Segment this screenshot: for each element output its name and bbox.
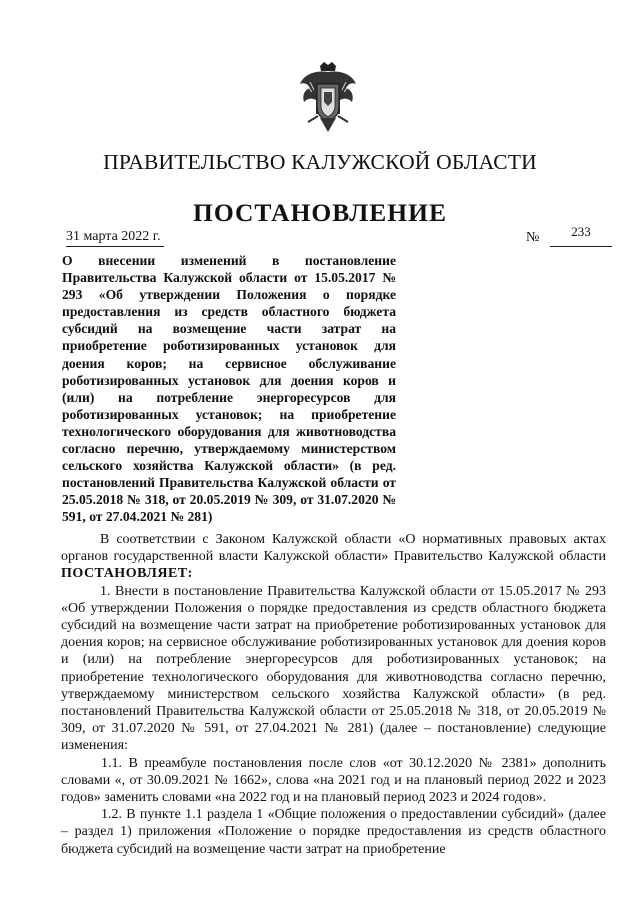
document-type-title: ПОСТАНОВЛЕНИЕ [193,198,447,227]
preamble-text: В соответствии с Законом Калужской области «О нормативных правовых актах органов государственной власти Калужской области» Правительство Калужской области [61,532,606,565]
number-sign: № [526,230,540,245]
document-date: 31 марта 2022 г. [66,229,164,247]
coat-of-arms-icon [298,62,358,134]
government-title: ПРАВИТЕЛЬСТВО КАЛУЖСКОЙ ОБЛАСТИ [103,150,537,174]
item-1-1-paragraph: 1.1. В преамбуле постановления после слов «от 30.12.2020 № 2381» дополнить словами «, от 30.09.2021 № 1662», слова «на 2021 год и на плановый период 2022 и 2023 годов» заменить словами «на 2022 год и на плановый период 2023 и 2024 годов». [61,755,606,806]
document-body [61,531,606,858]
document-subject: О внесении изменений в постановление Правительства Калужской области от 15.05.2017 № 293 «Об утверждении Положения о порядке предоставления из средств областного бюджета субсидий на возмещение части затрат на приобретение роботизированных установок для доения коров; на сервисное обслуживание роботизированных установок для доения коров и (или) на потребление энергоресурсов для роботизированных установок; на приобретение технологического оборудования для животноводства согласно перечню, утверждаемому министерством сельского хозяйства Калужской области» (в ред. постановлений Правительства Калужской области от 25.05.2018 № 318, от 20.05.2019 № 309, от 31.07.2020 № 591, от 27.04.2021 № 281) [62,253,396,525]
preamble-paragraph [61,531,606,583]
item-1-2-paragraph: 1.2. В пункте 1.1 раздела 1 «Общие положения о предоставлении субсидий» (далее – раздел 1) приложения «Положение о порядке предоставления из средств областного бюджета субсидий на возмещение части затрат на приобретение [61,807,606,857]
document-number: 233 [550,224,612,247]
decree-word: ПОСТАНОВЛЯЕТ: [61,566,193,582]
item-1-paragraph: 1. Внести в постановление Правительства Калужской области от 15.05.2017 № 293 «Об утверждении Положения о порядке предоставления из средств областного бюджета субсидий на возмещение части затрат на приобретение роботизированных установок для доения коров; на сервисное обслуживание роботизированных установок для доения коров и (или) на потребление энергоресурсов для роботизированных установок; на приобретение технологического оборудования для животноводства согласно перечню, утверждаемому министерством сельского хозяйства Калужской области» (в ред. постановлений Правительства Калужской области от 25.05.2018 № 318, от 20.05.2019 № 309, от 31.07.2020 № 591, от 27.04.2021 № 281) (далее – постановление) следующие изменения: [61,583,606,754]
